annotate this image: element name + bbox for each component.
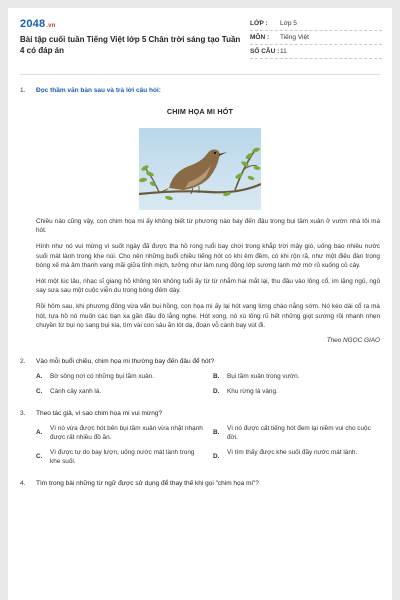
passage-paragraph: Hót một lúc lâu, nhạc sĩ giang hồ không tên không tuổi ấy từ từ nhắm hai mắt lại, thu đầu vào lông cổ, im lặng ngủ, ngủ say sưa sau một cuộc viễn du trong bóng đêm dày. bbox=[36, 278, 380, 295]
header-divider bbox=[20, 74, 380, 75]
option-text: Khu rừng lá vàng. bbox=[227, 388, 278, 396]
question-number: 1. bbox=[20, 87, 26, 94]
option-d[interactable] bbox=[213, 448, 380, 466]
answer-options bbox=[36, 372, 380, 396]
question-number: 3. bbox=[20, 410, 26, 418]
option-c[interactable] bbox=[36, 387, 203, 396]
option-letter: B. bbox=[213, 373, 220, 381]
info-value: 11 bbox=[280, 48, 287, 55]
question-3 bbox=[20, 409, 380, 418]
option-b[interactable] bbox=[213, 372, 380, 381]
question-text: Tìm trong bài những từ ngữ được sử dụng để thay thế khi gọi "chim họa mi"? bbox=[36, 480, 259, 488]
option-text: Vì nó vừa được hót bên bụi tầm xuân vừa nhặt nhạnh được rất nhiều đồ ăn. bbox=[50, 425, 203, 442]
logo-suffix: .vn bbox=[46, 23, 56, 29]
option-letter: B. bbox=[213, 429, 220, 437]
document-title: Bài tập cuối tuần Tiếng Việt lớp 5 Chân trời sáng tạo Tuần 4 có đáp án bbox=[20, 35, 241, 55]
option-a[interactable] bbox=[36, 372, 203, 381]
option-text: Cành cây xanh lá. bbox=[50, 388, 102, 396]
info-value: Tiếng Việt bbox=[280, 34, 309, 41]
option-letter: D. bbox=[213, 453, 220, 461]
option-b[interactable] bbox=[213, 424, 380, 442]
option-letter: A. bbox=[36, 373, 43, 381]
passage-title: CHIM HỌA MI HÓT bbox=[166, 107, 234, 116]
question-text: Vào mỗi buổi chiều, chim họa mi thường bay đến đâu để hót? bbox=[36, 358, 215, 366]
passage-author: Theo NGỌC GIAO bbox=[326, 337, 380, 345]
content-area bbox=[20, 86, 380, 488]
worksheet-page bbox=[8, 8, 392, 600]
option-text: Vì tìm thấy được khe suối đầy nước mát lành. bbox=[227, 449, 358, 457]
question-text: Đọc thầm văn bản sau và trả lời câu hỏi: bbox=[36, 87, 161, 94]
info-value: Lớp 5 bbox=[280, 20, 297, 27]
answer-options bbox=[36, 424, 380, 466]
site-logo[interactable] bbox=[20, 18, 56, 30]
passage-paragraph: Rồi hôm sau, khi phương đông vừa vẩn bụi hồng, con họa mi ấy lại hót vang lừng chào nắng sớm. Nó kéo dài cổ ra mà hót, tựa hồ nó muốn các bạn xa gần đâu đó lắng nghe. Hót xong, nó xù lông rũ hết những giọt sương rồi nhanh nhẹn chuyền từ bụi nọ sang bụi kia, tìm vài con sâu ăn lót dạ, đoạn vỗ cánh bay vút đi. bbox=[36, 303, 380, 329]
option-letter: C. bbox=[36, 388, 43, 396]
info-row-subject bbox=[250, 31, 382, 45]
info-key: LỚP : bbox=[250, 20, 268, 27]
info-row-class bbox=[250, 17, 382, 31]
question-number: 4. bbox=[20, 480, 26, 488]
passage-paragraph: Hình như nó vui mừng vì suốt ngày đã được tha hồ rong ruổi bay chơi trong khắp trời mây gió, uống bao nhiêu nước suối mát lành trong khe núi. Cho nên những buổi chiều tiếng hót có khi êm đềm, có khi rộn rã, như một điệu đàn trong bóng xế mà âm thanh vang mãi giữa tĩnh mịch, tưởng như làm rung động lớp sương lạnh mờ mờ rủ xuống cỏ cây. bbox=[36, 243, 380, 269]
info-row-count bbox=[250, 45, 382, 59]
option-text: Bờ sông nơi có những bụi tầm xuân. bbox=[50, 373, 154, 381]
option-letter: D. bbox=[213, 388, 220, 396]
option-d[interactable] bbox=[213, 387, 380, 396]
question-1 bbox=[20, 86, 380, 95]
info-key: SỐ CÂU : bbox=[250, 48, 280, 55]
nightingale-photo bbox=[139, 128, 261, 210]
option-letter: A. bbox=[36, 429, 43, 437]
passage-paragraph: Chiều nào cũng vậy, con chim họa mi ấy không biết từ phương nào bay đến đậu trong bụi tầm xuân ở vườn nhà tôi mà hót. bbox=[36, 218, 380, 235]
question-4 bbox=[20, 479, 380, 488]
option-c[interactable] bbox=[36, 448, 203, 466]
info-key: MÔN : bbox=[250, 34, 270, 41]
option-a[interactable] bbox=[36, 424, 203, 442]
option-text: Vì nó được cất tiếng hót đem lại niềm vui cho cuộc đời. bbox=[227, 425, 371, 442]
option-text: Bụi tầm xuân trong vườn. bbox=[227, 373, 300, 381]
question-text: Theo tác giả, vì sao chim họa mi vui mừng? bbox=[36, 410, 163, 418]
info-table bbox=[250, 17, 382, 59]
option-letter: C. bbox=[36, 453, 43, 461]
question-number: 2. bbox=[20, 358, 26, 366]
question-2 bbox=[20, 357, 380, 366]
option-text: Vì được tự do bay lượn, uống nước mát lành trong khe suối. bbox=[50, 449, 195, 466]
logo-text: 2048 bbox=[20, 18, 46, 30]
